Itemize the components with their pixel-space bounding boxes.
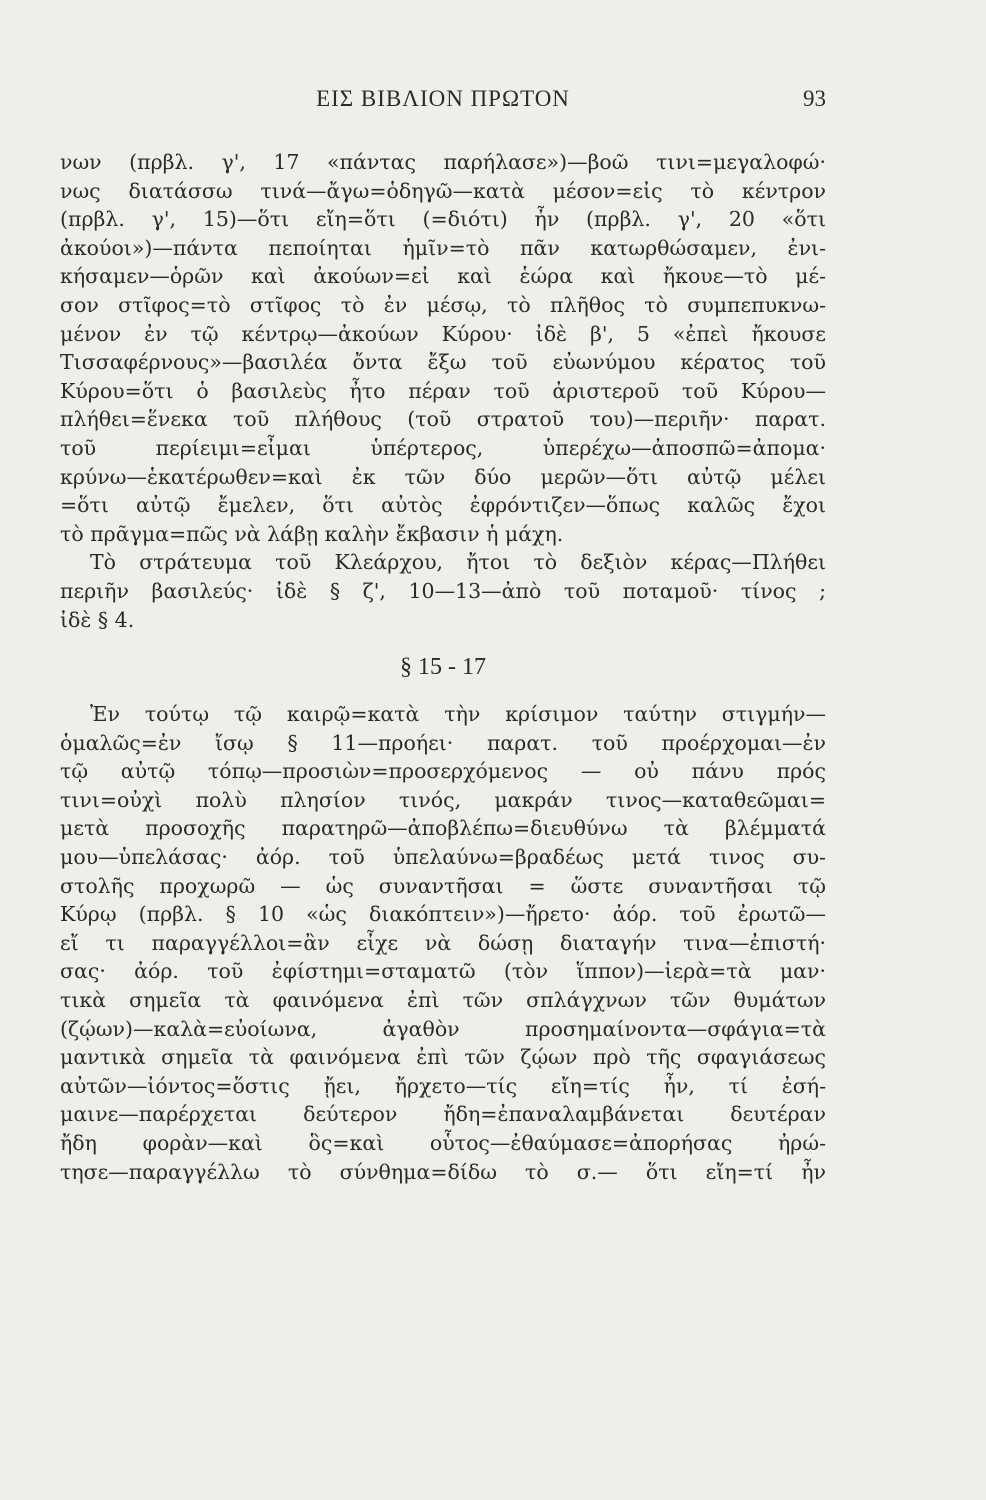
text-line: σας· ἀόρ. τοῦ ἐφίστημι=σταματῶ (τὸν ἵππον)—ἱερὰ=τὰ μαν· bbox=[60, 959, 826, 984]
text-line: ἀκούοι»)—πάντα πεποίηται ἡμῖν=τὸ πᾶν κατωρθώσαμεν, ἐνι- bbox=[60, 235, 826, 260]
text-line: (ζῴων)—καλὰ=εὐοίωνα, ἀγαθὸν προσημαίνοντα—σφάγια=τὰ bbox=[60, 1016, 826, 1041]
text-line: μετὰ προσοχῆς παρατηρῶ—ἀποβλέπω=διευθύνω τὰ βλέμματά bbox=[60, 816, 826, 841]
text-line: μαινε—παρέρχεται δεύτερον ἤδη=ἐπαναλαμβάνεται δευτέραν bbox=[60, 1102, 826, 1127]
section-heading: § 15 - 17 bbox=[400, 654, 486, 681]
text-line: Ἐν τούτῳ τῷ καιρῷ=κατὰ τὴν κρίσιμον ταύτην στιγμήν— bbox=[90, 702, 826, 727]
text-line: μένον ἐν τῷ κέντρῳ—ἀκούων Κύρου· ἰδὲ β', 5 «ἐπεὶ ἤκουσε bbox=[60, 321, 826, 346]
text-line: στολῆς προχωρῶ — ὡς συναντῆσαι = ὥστε συναντῆσαι τῷ bbox=[60, 873, 826, 898]
text-line: κρύνω—ἑκατέρωθεν=καὶ ἐκ τῶν δύο μερῶν—ὅτι αὐτῷ μέλει bbox=[60, 464, 826, 489]
text-line: κήσαμεν—ὁρῶν καὶ ἀκούων=εἰ καὶ ἑώρα καὶ ἤκουε—τὸ μέ- bbox=[60, 264, 826, 289]
text-line: Κύρου=ὅτι ὁ βασιλεὺς ἦτο πέραν τοῦ ἀριστεροῦ τοῦ Κύρου— bbox=[60, 378, 826, 403]
text-line: πλήθει=ἕνεκα τοῦ πλήθους (τοῦ στρατοῦ του)—περιῆν· παρατ. bbox=[60, 407, 826, 432]
text-line: τικὰ σημεῖα τὰ φαινόμενα ἐπὶ τῶν σπλάγχνων τῶν θυμάτων bbox=[60, 988, 826, 1013]
page-header bbox=[60, 86, 826, 122]
commentary-body bbox=[60, 148, 826, 1186]
text-line: (πρβλ. γ', 15)—ὅτι εἴη=ὅτι (=διότι) ἦν (πρβλ. γ', 20 «ὅτι bbox=[60, 207, 826, 232]
text-line: σον στῖφος=τὸ στῖφος τὸ ἐν μέσῳ, τὸ πλῆθος τὸ συμπεπυκνω- bbox=[60, 292, 826, 317]
paragraph-1 bbox=[60, 148, 826, 548]
text-line: τησε—παραγγέλλω τὸ σύνθημα=δίδω τὸ σ.— ὅτι εἴη=τί ἦν bbox=[60, 1159, 826, 1184]
text-line: =ὅτι αὐτῷ ἔμελεν, ὅτι αὐτὸς ἐφρόντιζεν—ὅπως καλῶς ἔχοι bbox=[60, 493, 826, 518]
text-line: μαντικὰ σημεῖα τὰ φαινόμενα ἐπὶ τῶν ζῴων πρὸ τῆς σφαγιάσεως bbox=[60, 1045, 826, 1070]
text-line: νως διατάσσω τινά—ἄγω=ὁδηγῶ—κατὰ μέσον=εἰς τὸ κέντρον bbox=[60, 178, 826, 203]
text-line: Τισσαφέρνους»—βασιλέα ὄντα ἔξω τοῦ εὐωνύμου κέρατος τοῦ bbox=[60, 350, 826, 375]
text-line: εἴ τι παραγγέλλοι=ἂν εἶχε νὰ δώσῃ διαταγήν τινα—ἐπιστή· bbox=[60, 930, 826, 955]
text-line: νων (πρβλ. γ', 17 «πάντας παρήλασε»)—βοῶ τινι=μεγαλοφώ· bbox=[60, 150, 826, 174]
text-line: τὸ πρᾶγμα=πῶς νὰ λάβῃ καλὴν ἔκβασιν ἡ μάχη. bbox=[60, 521, 564, 546]
text-line: αὐτῶν—ἰόντος=ὅστις ᾔει, ἤρχετο—τίς εἴη=τίς ἦν, τί ἐσή- bbox=[60, 1073, 826, 1098]
paragraph-2 bbox=[60, 548, 826, 634]
text-line: Κύρῳ (πρβλ. § 10 «ὡς διακόπτειν»)—ἤρετο· ἀόρ. τοῦ ἐρωτῶ— bbox=[60, 902, 826, 927]
text-line: ἰδὲ § 4. bbox=[60, 607, 135, 632]
text-line: περιῆν βασιλεύς· ἰδὲ § ζ', 10—13—ἀπὸ τοῦ ποταμοῦ· τίνος ; bbox=[60, 578, 826, 603]
text-line: μου—ὑπελάσας· ἀόρ. τοῦ ὑπελαύνω=βραδέως μετά τινος συ- bbox=[60, 845, 826, 870]
running-title: ΕΙΣ ΒΙΒΛΙΟΝ ΠΡΩΤΟΝ bbox=[316, 86, 570, 111]
text-line: Τὸ στράτευμα τοῦ Κλεάρχου, ἤτοι τὸ δεξιὸν κέρας—Πλήθει bbox=[90, 550, 826, 575]
text-line: τῷ αὐτῷ τόπῳ—προσιὼν=προσερχόμενος — οὐ πάνυ πρός bbox=[60, 759, 826, 784]
paragraph-3 bbox=[60, 700, 826, 1186]
text-line: τοῦ περίειμι=εἶμαι ὑπέρτερος, ὑπερέχω—ἀποσπῶ=ἀπομα· bbox=[60, 435, 826, 460]
text-line: ἤδη φορὰν—καὶ ὃς=καὶ οὗτος—ἐθαύμασε=ἀπορήσας ἠρώ- bbox=[60, 1131, 826, 1155]
text-line: τινι=οὐχὶ πολὺ πλησίον τινός, μακράν τινος—καταθεῶμαι= bbox=[60, 787, 826, 812]
page-number: 93 bbox=[803, 86, 826, 111]
text-line: ὁμαλῶς=ἐν ἴσῳ § 11—προήει· παρατ. τοῦ προέρχομαι—ἐν bbox=[60, 730, 826, 755]
